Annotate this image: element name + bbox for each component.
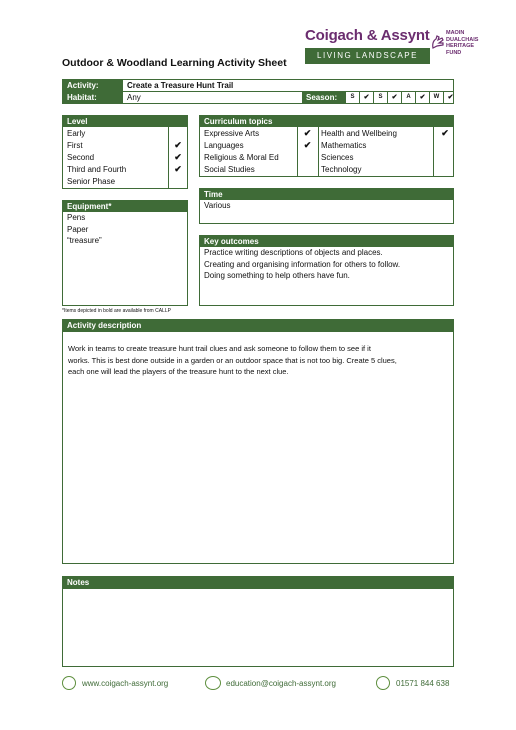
fund-line-3: HERITAGE: [446, 43, 475, 49]
time-value: Various: [204, 201, 231, 210]
description-line: each one will lead the players of the treasure hunt to the next clue.: [68, 367, 289, 376]
equipment-header: Equipment*: [63, 201, 187, 212]
habitat-value: Any: [127, 93, 141, 102]
level-tick: [169, 128, 187, 140]
outcomes-header: Key outcomes: [200, 236, 453, 247]
curriculum-tick: [297, 152, 318, 164]
season-cell: W: [429, 92, 443, 103]
logo-banner: LIVING LANDSCAPE: [305, 48, 430, 64]
time-header: Time: [200, 189, 453, 200]
activity-box: [62, 79, 454, 104]
activity-value: Create a Treasure Hunt Trail: [127, 81, 234, 90]
activity-label: Activity:: [63, 80, 123, 92]
outcome-item: Doing something to help others have fun.: [204, 271, 350, 280]
season-cell: A: [401, 92, 415, 103]
level-item-early: Early: [67, 129, 86, 138]
outcomes-box: [199, 235, 454, 306]
heritage-fund-logo: [431, 30, 491, 64]
curriculum-tick: [436, 164, 454, 176]
level-tick: ✔: [174, 140, 182, 150]
curriculum-item: Health and Wellbeing: [321, 129, 397, 138]
description-line: Work in teams to create treasure hunt trail clues and ask someone to follow them to see if it: [68, 344, 371, 353]
outcome-item: Creating and organising information for others to follow.: [204, 259, 401, 269]
curriculum-item: Mathematics: [321, 141, 367, 150]
curriculum-item: Languages: [204, 141, 244, 150]
curriculum-item: Religious & Moral Ed: [204, 153, 279, 162]
description-line: works. This is best done outside in a garden or an outdoor space that is not too big. Create 5 clues,: [68, 355, 397, 365]
season-cell: S: [373, 92, 387, 103]
phone-icon: [376, 676, 390, 690]
curriculum-tick: ✔: [303, 128, 312, 138]
footer-email[interactable]: education@coigach-assynt.org: [226, 679, 336, 688]
description-header: Activity description: [63, 320, 453, 332]
equipment-footnote: *Items depicted in bold are available from CALLP: [62, 308, 171, 314]
curriculum-tick: [297, 164, 318, 176]
logo-name: Coigach & Assynt: [305, 27, 430, 44]
equipment-box: [62, 200, 188, 306]
habitat-label: Habitat:: [63, 92, 123, 103]
level-item-third-fourth: Third and Fourth: [67, 165, 127, 174]
fund-line-1: MAOIN: [446, 30, 465, 36]
level-box: [62, 115, 188, 189]
fund-line-4: FUND: [446, 49, 462, 56]
email-icon: [205, 676, 221, 690]
level-item-senior: Senior Phase: [67, 177, 116, 186]
curriculum-item: Expressive Arts: [204, 129, 260, 138]
footer-phone[interactable]: 01571 844 638: [396, 679, 450, 688]
season-cell: ✔: [359, 92, 373, 103]
logo: [305, 27, 430, 71]
curriculum-item: Sciences: [321, 153, 354, 162]
notes-header: Notes: [63, 577, 453, 589]
level-header: Level: [63, 116, 187, 127]
season-label: Season:: [302, 92, 345, 103]
level-tick: ✔: [174, 164, 182, 174]
curriculum-tick: [436, 152, 454, 164]
level-tick: [169, 176, 187, 188]
level-item-first: First: [67, 141, 83, 150]
season-cell: S: [345, 92, 359, 103]
season-cell: ✔: [443, 92, 457, 103]
notes-box: [62, 576, 454, 667]
season-cell: ✔: [387, 92, 401, 103]
curriculum-tick: ✔: [303, 140, 312, 150]
page-title: Outdoor & Woodland Learning Activity Sheet: [62, 57, 287, 69]
level-tick: ✔: [174, 152, 182, 162]
description-box: [62, 319, 454, 564]
curriculum-tick: [436, 140, 454, 152]
outcome-item: Practice writing descriptions of objects and places.: [204, 248, 383, 257]
footer: [62, 676, 454, 694]
curriculum-item: Technology: [321, 165, 362, 174]
season-cells: [345, 92, 457, 103]
equipment-item: “treasure”: [67, 236, 102, 245]
hand-icon: [431, 34, 445, 50]
footer-website[interactable]: www.coigach-assynt.org: [82, 679, 169, 688]
curriculum-header: Curriculum topics: [200, 116, 453, 127]
equipment-item: Paper: [67, 224, 89, 234]
level-item-second: Second: [67, 153, 95, 162]
fund-line-2: DUALCHAIS: [446, 36, 479, 43]
equipment-item: Pens: [67, 213, 86, 222]
web-icon: [62, 676, 76, 690]
curriculum-item: Social Studies: [204, 165, 255, 174]
time-box: [199, 188, 454, 224]
curriculum-box: [199, 115, 454, 177]
season-cell: ✔: [415, 92, 429, 103]
curriculum-tick: ✔: [441, 128, 449, 138]
